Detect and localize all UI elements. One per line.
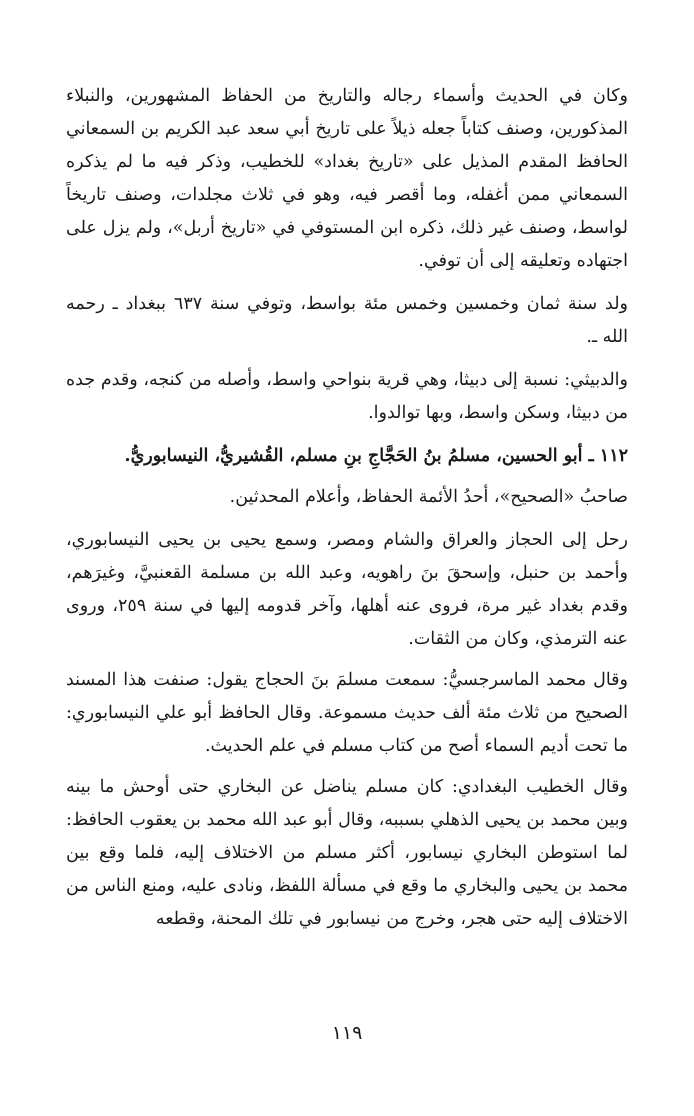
page-number: ١١٩ (331, 1022, 363, 1044)
paragraph-muslim-title: صاحبُ «الصحيح»، أحدُ الأئمة الحفاظ، وأعلام المحدثين. (229, 487, 628, 507)
paragraph-muslim-travels: رحل إلى الحجاز والعراق والشام ومصر، وسمع يحيى بن يحيى النيسابوري، وأحمد بن حنبل، وإسحقَ بنَ راهويه، وعبد الله بن مسلمة القعنبيَّ، وغيرَهم، وقدم بغداد غير مرة، فروى عنه أهلها، وآخر قدومه إليها في سنة ٢٥٩، وروى عنه الترمذي، وكان من الثقات. (66, 530, 628, 649)
paragraph-dubaythi-nisba: والدبيثي: نسبة إلى دبيثا، وهي قرية بنواحي واسط، وأصله من كنجه، وقدم جده من دبيثا، وسكن واسط، وبها توالدوا. (66, 370, 628, 423)
paragraph-dubaythi-birth-death: ولد سنة ثمان وخمسين وخمس مئة بواسط، وتوفي سنة ٦٣٧ ببغداد ـ رحمه الله ـ. (66, 294, 628, 347)
paragraph-khatib-quote: وقال الخطيب البغدادي: كان مسلم يناضل عن البخاري حتى أوحش ما بينه وبين محمد بن يحيى الذهلي بسببه، وقال أبو عبد الله محمد بن يعقوب الحافظ: لما استوطن البخاري نيسابور، أكثر مسلم من الاختلاف إليه، فلما وقع بين محمد بن يحيى والبخاري ما وقع في مسألة اللفظ، ونادى عليه، ومنع الناس من الاختلاف إليه حتى هجر، وخرج من نيسابور في تلك المحنة، وقطعه (66, 777, 628, 929)
page-body (66, 80, 628, 936)
entry-heading-muslim: ١١٢ ـ أبو الحسين، مسلمُ بنُ الحَجَّاجِ بنِ مسلم، القُشيريُّ، النيسابوريُّ. (124, 446, 628, 466)
paragraph-dubaythi-works: وكان في الحديث وأسماء رجاله والتاريخ من الحفاظ المشهورين، والنبلاء المذكورين، وصنف كتاباً جعله ذيلاً على تاريخ أبي سعد عبد الكريم بن السمعاني الحافظ المقدم المذيل على «تاريخ بغداد» للخطيب، وذكر فيه ما لم يذكره السمعاني ممن أغفله، وما أقصر فيه، وهو في ثلاث مجلدات، وصنف تاريخاً لواسط، وصنف غير ذلك، ذكره ابن المستوفي في «تاريخ أربل»، ولم يزل على اجتهاده وتعليقه إلى أن توفي. (66, 86, 628, 271)
paragraph-masarjisi-quote: وقال محمد الماسرجسيُّ: سمعت مسلمَ بنَ الحجاج يقول: صنفت هذا المسند الصحيح من ثلاث مئة ألف حديث مسموعة. وقال الحافظ أبو علي النيسابوري: ما تحت أديم السماء أصح من كتاب مسلم في علم الحديث. (66, 670, 628, 756)
